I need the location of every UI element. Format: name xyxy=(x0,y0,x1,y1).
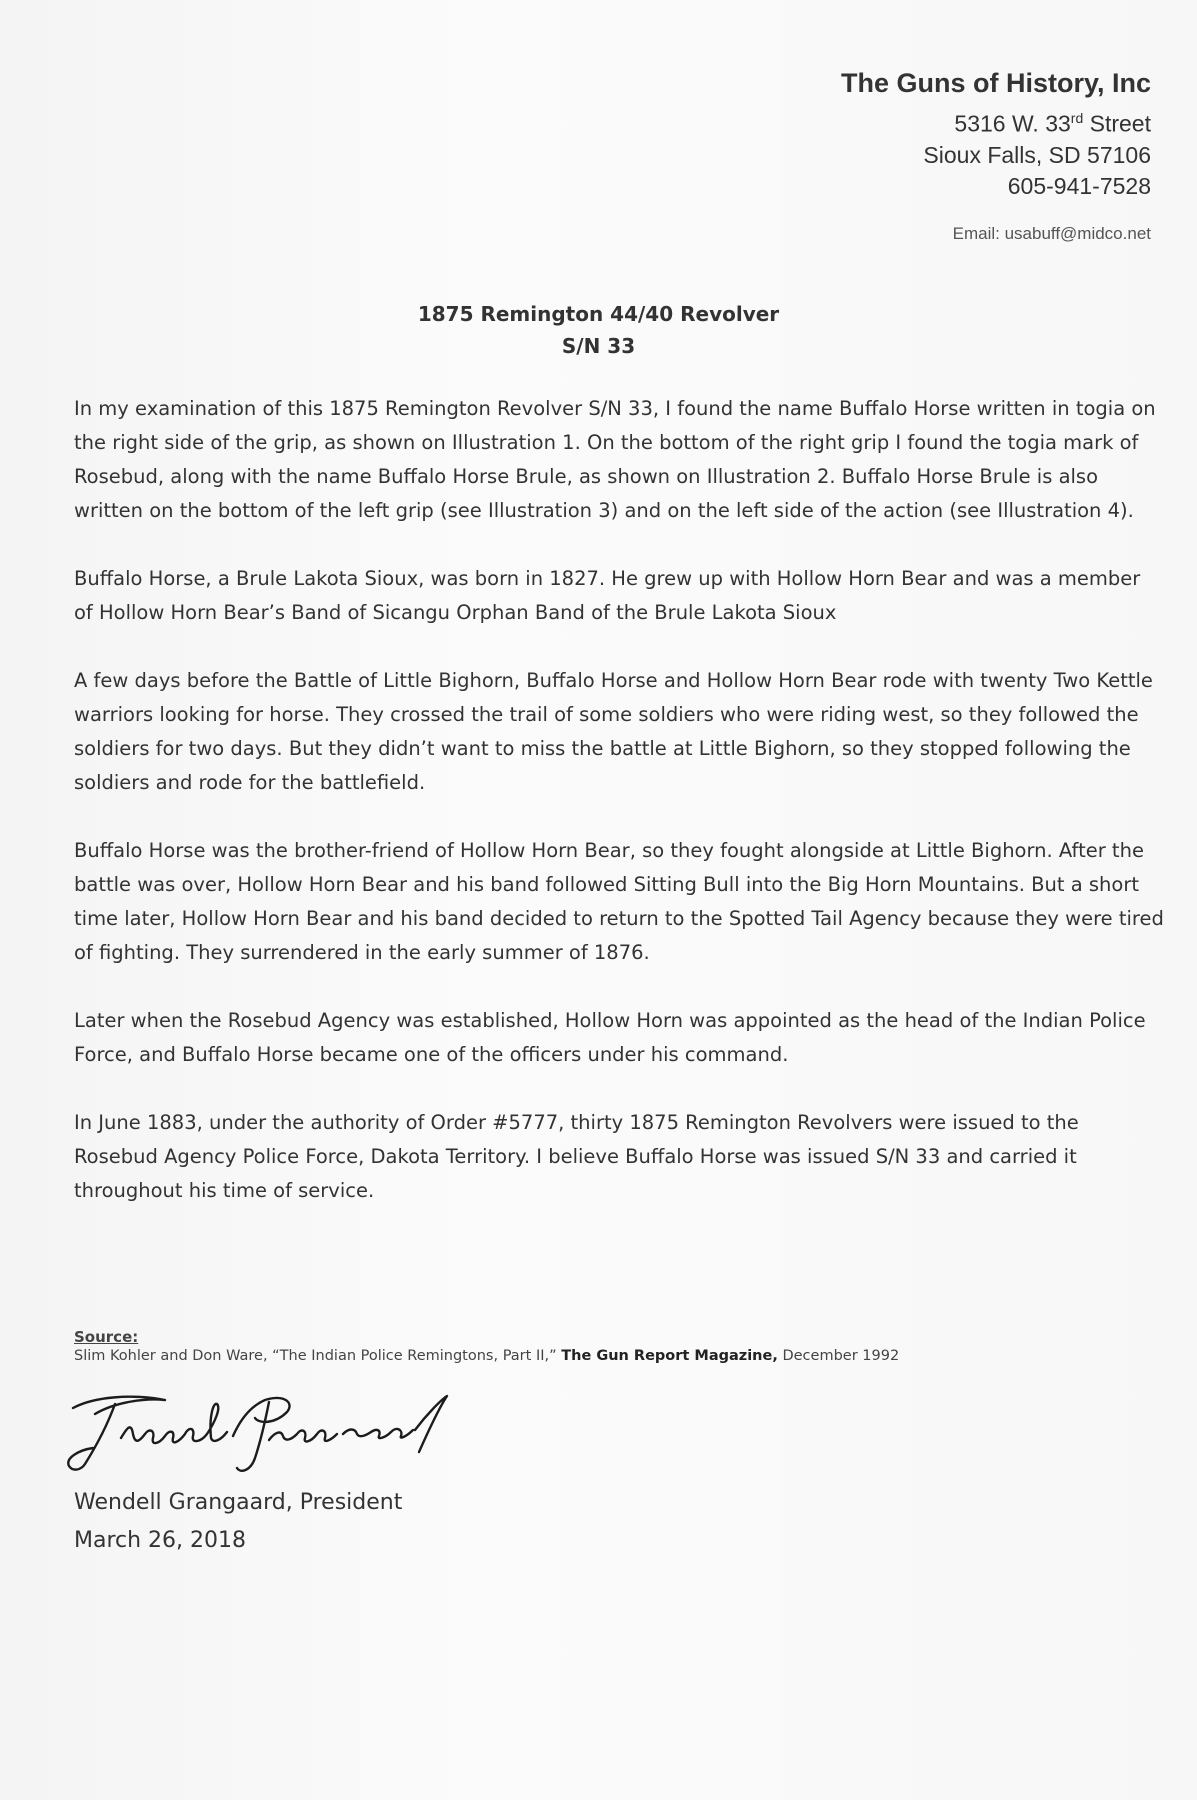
paragraph: In my examination of this 1875 Remington Revolver S/N 33, I found the name Buffalo Horse written in togia on the right side of the grip, as shown on Illustration 1. On the bottom of the right grip I found the togia mark of Rosebud, along with the name Buffalo Horse Brule, as shown on Illustration 2. Buffalo Horse Brule is also written on the bottom of the left grip (see Illustration 3) and on the left side of the action (see Illustration 4). xyxy=(74,397,1156,522)
source-publication: The Gun Report Magazine, xyxy=(561,1348,778,1364)
paragraph: Buffalo Horse, a Brule Lakota Sioux, was born in 1827. He grew up with Hollow Horn Bear and was a member of Hollow Horn Bear’s Band of Sicangu Orphan Band of the Brule Lakota Sioux xyxy=(74,567,1141,624)
email-address: Email: usabuff@midco.net xyxy=(952,223,1151,243)
signer-block xyxy=(74,1484,402,1560)
source-label: Source: xyxy=(74,1328,139,1346)
handwritten-signature xyxy=(55,1378,475,1488)
source-text xyxy=(74,1348,1164,1364)
signer-name: Wendell Grangaard, President xyxy=(74,1490,403,1515)
title-line-2: S/N 33 xyxy=(561,334,636,358)
address-city: Sioux Falls, SD 57106 xyxy=(923,141,1151,168)
title-line-1: 1875 Remington 44/40 Revolver xyxy=(417,302,780,326)
address-street-suffix: Street xyxy=(1083,110,1151,137)
source-date: December 1992 xyxy=(777,1348,900,1364)
document-title xyxy=(0,298,1197,362)
phone-number: 605-941-7528 xyxy=(1007,172,1151,199)
paragraph: Buffalo Horse was the brother-friend of Hollow Horn Bear, so they fought alongside at Little Bighorn. After the battle was over, Hollow Horn Bear and his band followed Sitting Bull into the Big Horn Mountains. But a short time later, Hollow Horn Bear and his band decided to return to the Spotted Tail Agency because they were tired of fighting. They surrendered in the early summer of 1876. xyxy=(74,839,1164,964)
source-authors: Slim Kohler and Don Ware, “The Indian Police Remingtons, Part II,” xyxy=(74,1348,562,1364)
company-name: The Guns of History, Inc xyxy=(840,68,1151,98)
letterhead xyxy=(841,68,1151,244)
signing-date: March 26, 2018 xyxy=(74,1528,247,1553)
paragraph: A few days before the Battle of Little Bighorn, Buffalo Horse and Hollow Horn Bear rode with twenty Two Kettle warriors looking for horse. They crossed the trail of some soldiers who were riding west, so they followed the soldiers for two days. But they didn’t want to miss the battle at Little Bighorn, so they stopped following the soldiers and rode for the battlefield. xyxy=(74,669,1153,794)
paragraph: In June 1883, under the authority of Order #5777, thirty 1875 Remington Revolvers were issued to the Rosebud Agency Police Force, Dakota Territory. I believe Buffalo Horse was issued S/N 33 and carried it throughout his time of service. xyxy=(74,1111,1079,1202)
address-street-prefix: 5316 W. 33 xyxy=(954,110,1071,137)
address-street xyxy=(841,103,1151,140)
paragraph: Later when the Rosebud Agency was established, Hollow Horn was appointed as the head of the Indian Police Force, and Buffalo Horse became one of the officers under his command. xyxy=(74,1009,1146,1066)
source-citation xyxy=(74,1328,1164,1364)
letter-body xyxy=(74,392,1164,1242)
address-ordinal-suffix: rd xyxy=(1070,110,1084,126)
